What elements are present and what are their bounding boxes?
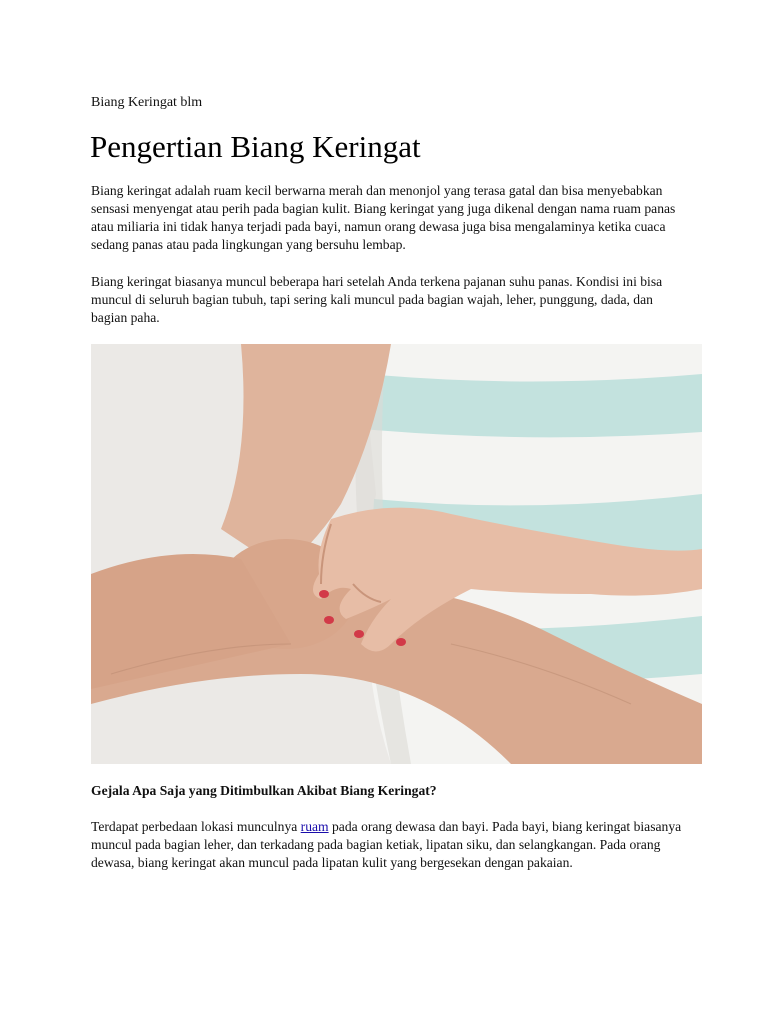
paragraph-text-after-link: pada orang dewasa dan bayi. Pada bayi, biang keringat biasanya muncul pada bagian leher, dan terkadang pada bagian ketiak, lipatan siku, dan selangkangan. Pada orang dewasa, biang keringat akan muncul pada lipatan kulit yang bergesekan dengan pakaian. [91, 819, 682, 870]
paragraph-text-before-link: Terdapat perbedaan lokasi munculnya [91, 819, 301, 834]
paragraph-symptoms [91, 818, 691, 872]
arm-scratching-photo [91, 344, 702, 764]
paragraph-onset: Biang keringat biasanya muncul beberapa hari setelah Anda terkena pajanan suhu panas. Kondisi ini bisa muncul di seluruh bagian tubuh, tapi sering kali muncul pada bagian wajah, leher, punggung, dada, dan bagian paha. [91, 274, 663, 325]
section-subheading: Gejala Apa Saja yang Ditimbulkan Akibat Biang Keringat? [91, 783, 437, 798]
page-title: Pengertian Biang Keringat [90, 129, 421, 164]
paragraph-definition: Biang keringat adalah ruam kecil berwarna merah dan menonjol yang terasa gatal dan bisa menyebabkan sensasi menyengat atau perih pada bagian kulit. Biang keringat yang juga dikenal dengan nama ruam panas atau miliaria ini tidak hanya terjadi pada bayi, namun orang dewasa juga bisa mengalaminya ketika cuaca sedang panas atau pada lingkungan yang bersuhu lembap. [91, 183, 676, 252]
document-label: Biang Keringat blm [91, 95, 203, 110]
ruam-link[interactable]: ruam [300, 819, 329, 834]
